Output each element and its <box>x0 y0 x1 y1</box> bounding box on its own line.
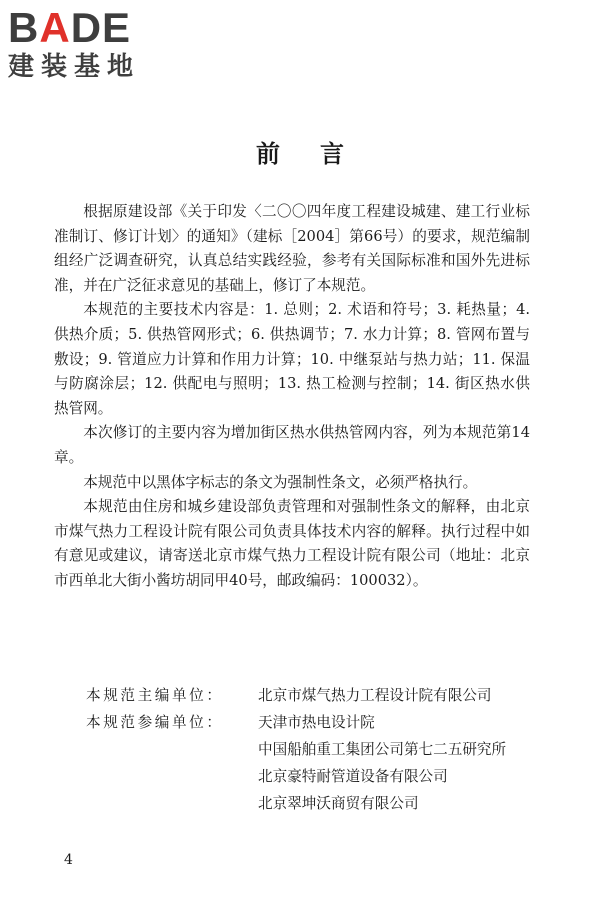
chief-unit-label: 本规范主编单位： <box>86 687 224 704</box>
paragraph-main-contents: 本规范的主要技术内容是：1. 总则；2. 术语和符号；3. 耗热量；4. 供热介质；5. 供热管网形式；6. 供热调节；7. 水力计算；8. 管网布置与敷设；9. 管道应力计算和作用力计算；10. 中继泵站与热力站；11. 保温与防腐涂层；12. 供配电与照明；13. 热工检测与控制；14. 街区热水供热管网。 <box>54 301 530 417</box>
participating-unit: 天津市热电设计院 <box>258 714 375 731</box>
page-number: 4 <box>64 852 73 868</box>
logo-brand-accent: A <box>39 4 71 51</box>
page-title: 前言 <box>256 140 384 168</box>
participating-unit: 北京豪特耐管道设备有限公司 <box>258 768 448 785</box>
responsible-units <box>86 682 548 817</box>
logo-subtitle: 建装基地 <box>8 52 141 82</box>
chief-unit-row <box>86 682 548 709</box>
logo-brand: BADE <box>8 4 132 51</box>
paragraph-revision: 本次修订的主要内容为增加街区热水供热管网内容，列为本规范第14章。 <box>54 424 530 466</box>
participating-unit-label: 本规范参编单位： <box>86 714 224 731</box>
paragraph-background: 根据原建设部《关于印发〈二〇〇四年度工程建设城建、建工行业标准制订、修订计划〉的通知》（建标［2004］第66号）的要求，规范编制组经广泛调查研究，认真总结实践经验，参考有关国际标准和国外先进标准，并在广泛征求意见的基础上，修订了本规范。 <box>54 203 530 294</box>
paragraph-administration: 本规范由住房和城乡建设部负责管理和对强制性条文的解释，由北京市煤气热力工程设计院有限公司负责具体技术内容的解释。执行过程中如有意见或建议，请寄送北京市煤气热力工程设计院有限公司（地址：北京市西单北大街小酱坊胡同甲40号，邮政编码：100032）。 <box>54 498 530 589</box>
paragraph-mandatory-provisions: 本规范中以黑体字标志的条文为强制性条文，必须严格执行。 <box>83 473 478 491</box>
foreword-body <box>54 200 530 594</box>
bade-logo <box>8 6 178 82</box>
chief-unit: 北京市煤气热力工程设计院有限公司 <box>258 687 492 704</box>
participating-unit: 北京翠坤沃商贸有限公司 <box>258 795 419 812</box>
participating-unit-row <box>86 709 548 736</box>
participating-unit: 中国船舶重工集团公司第七二五研究所 <box>258 741 507 758</box>
